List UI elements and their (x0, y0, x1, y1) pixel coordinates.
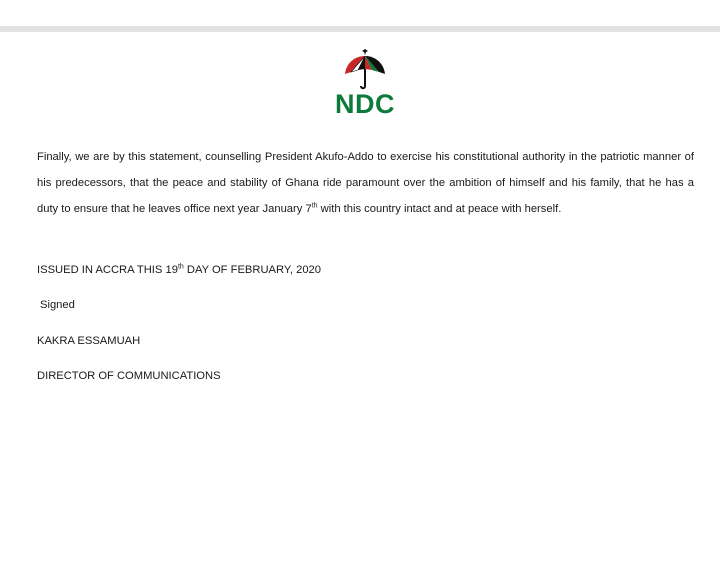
umbrella-icon (342, 48, 388, 92)
statement-paragraph (37, 144, 694, 222)
signatory-name: KAKRA ESSAMUAH (37, 335, 141, 347)
paragraph-text-end: with this country intact and at peace with herself. (317, 203, 562, 215)
ndc-logo (329, 48, 401, 124)
issued-line (37, 263, 321, 277)
paragraph-superscript: th (311, 202, 318, 210)
top-cropped-text (570, 0, 670, 4)
signed-label: Signed (40, 299, 75, 311)
logo-wordmark: NDC (335, 89, 395, 119)
issued-prefix: ISSUED IN ACCRA THIS 19 (37, 264, 178, 276)
issued-suffix: DAY OF FEBRUARY, 2020 (183, 264, 321, 276)
signatory-title: DIRECTOR OF COMMUNICATIONS (37, 370, 221, 382)
paragraph-text: Finally, we are by this statement, counselling President Akufo-Addo to exercise his constitutional authority in the patriotic manner of his predecessors, that the peace and stability of Ghana ride paramount over the ambition of himself and his family, that he has a duty to ensure that he leaves office next year January 7 (37, 151, 694, 215)
header-divider (0, 26, 720, 32)
issued-superscript: th (177, 263, 184, 271)
